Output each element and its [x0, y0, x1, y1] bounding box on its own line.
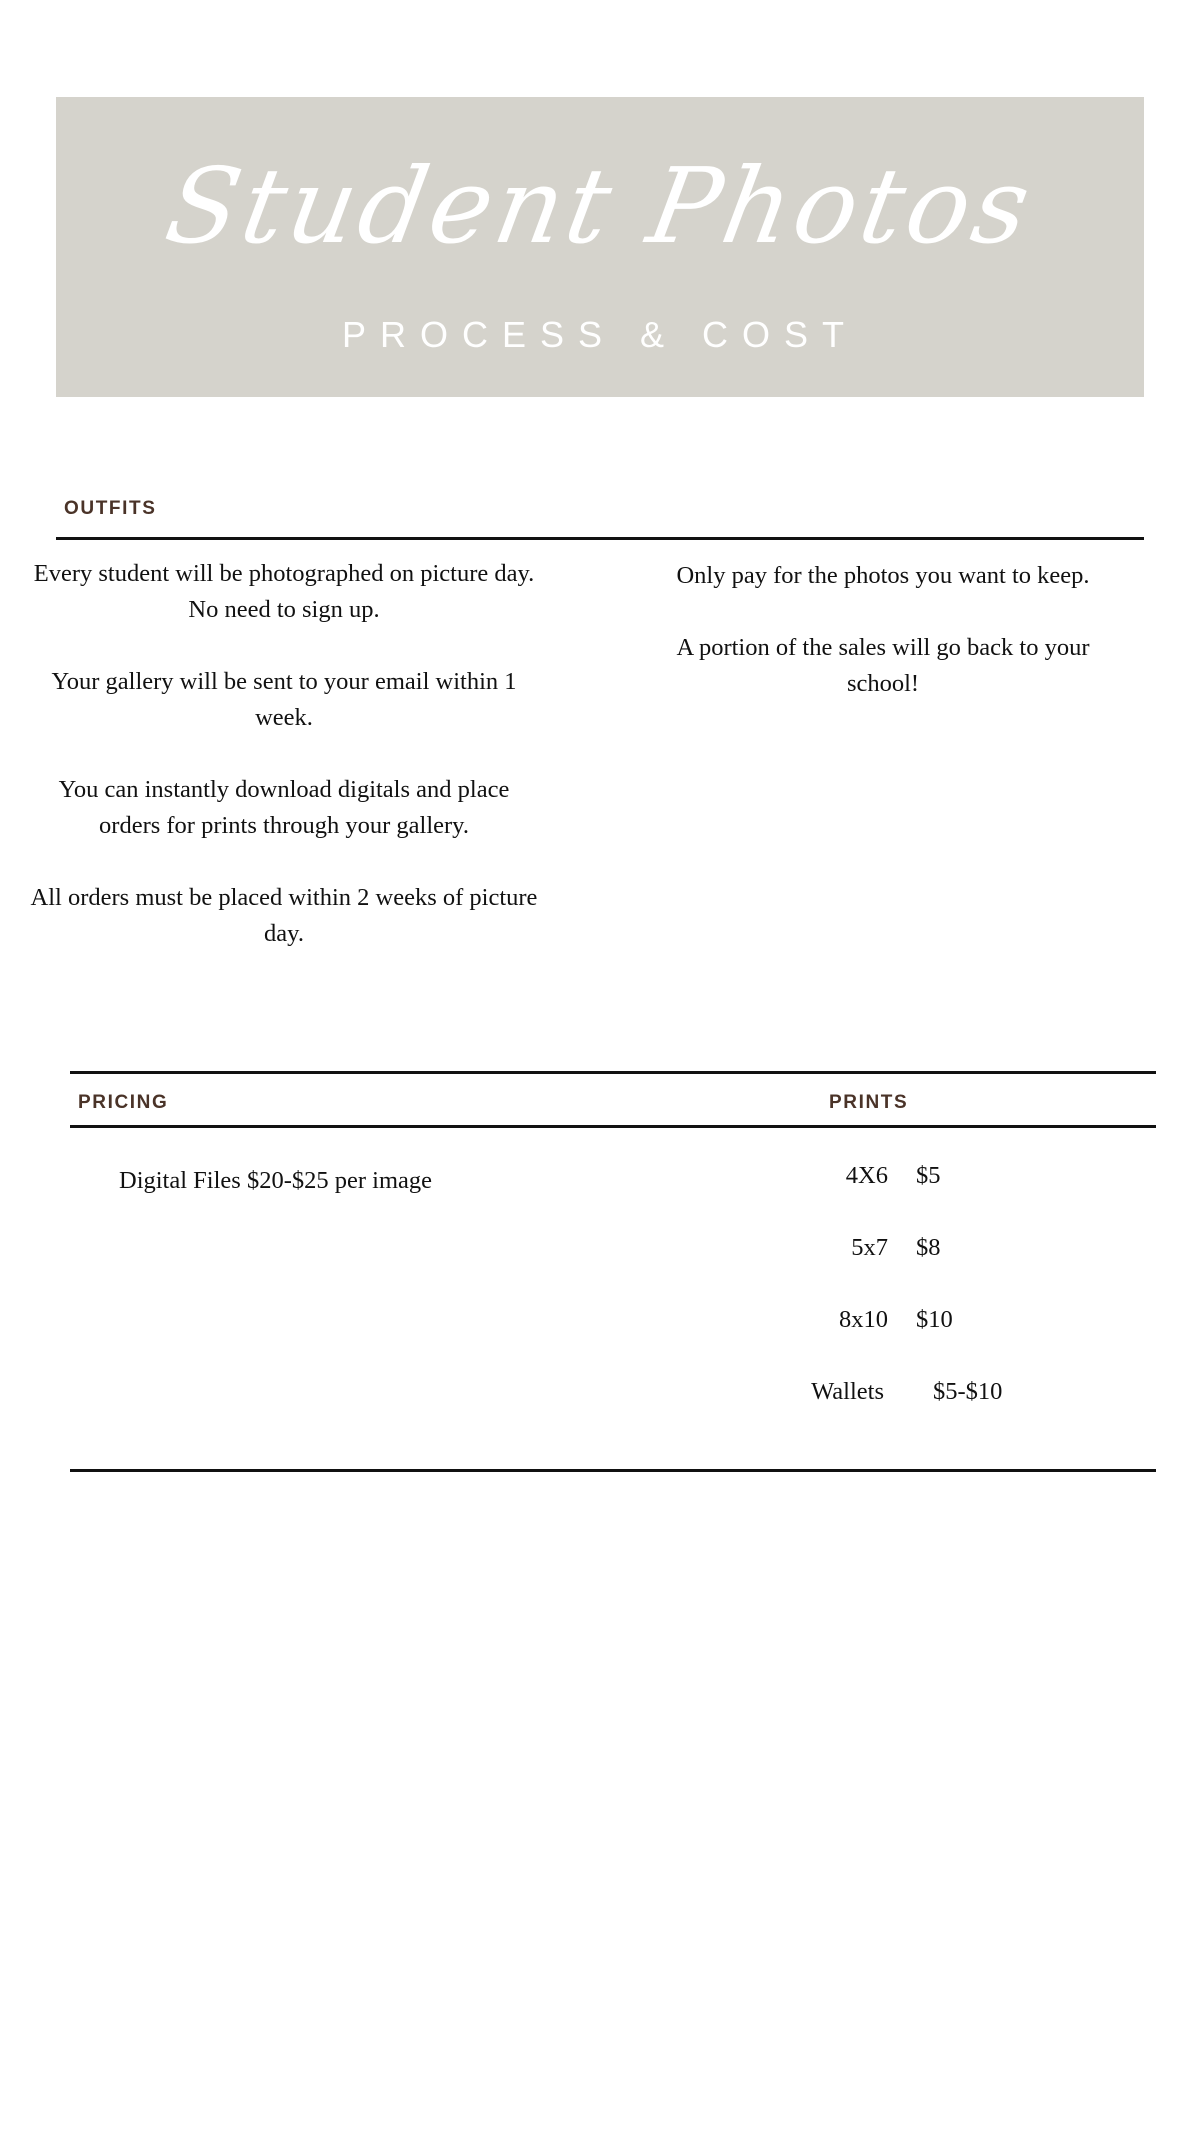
banner-subtitle: PROCESS & COST: [341, 314, 859, 355]
outfits-paragraph: You can instantly download digitals and place orders for prints through your gallery.: [58, 776, 510, 839]
digital-files-price: Digital Files $20-$25 per image: [119, 1167, 432, 1194]
print-size: 8x10: [839, 1306, 888, 1333]
print-price: $5-$10: [933, 1378, 1003, 1405]
outfits-paragraph: All orders must be placed within 2 weeks of picture day.: [30, 884, 538, 947]
print-price: $10: [916, 1306, 953, 1333]
outfits-label: OUTFITS: [64, 498, 157, 519]
outfits-paragraph: Your gallery will be sent to your email within 1 week.: [51, 668, 517, 731]
outfits-right-column: [642, 558, 1124, 702]
outfits-divider: [56, 537, 1144, 540]
print-row: [780, 1303, 1080, 1337]
pricing-label: PRICING: [78, 1092, 169, 1113]
print-size: 4X6: [845, 1162, 888, 1189]
prints-label: PRINTS: [829, 1092, 909, 1113]
outfits-paragraph: A portion of the sales will go back to your school!: [676, 634, 1090, 697]
print-row: [780, 1231, 1080, 1265]
pricing-bottom-rule: [70, 1469, 1156, 1472]
print-row: [780, 1159, 1080, 1193]
print-size: 5x7: [851, 1234, 888, 1261]
pricing-header-rule: [70, 1125, 1156, 1128]
outfits-paragraph: Every student will be photographed on picture day. No need to sign up.: [33, 560, 535, 623]
header-banner: [56, 97, 1144, 397]
outfits-paragraph: Only pay for the photos you want to keep.: [676, 562, 1090, 589]
banner-title: Student Photos: [157, 145, 1043, 267]
outfits-left-column: [30, 556, 538, 952]
print-price: $8: [916, 1234, 941, 1261]
pricing-top-rule: [70, 1071, 1156, 1074]
print-row: [780, 1375, 1080, 1409]
print-price: $5: [916, 1162, 941, 1189]
print-size: Wallets: [811, 1378, 884, 1405]
